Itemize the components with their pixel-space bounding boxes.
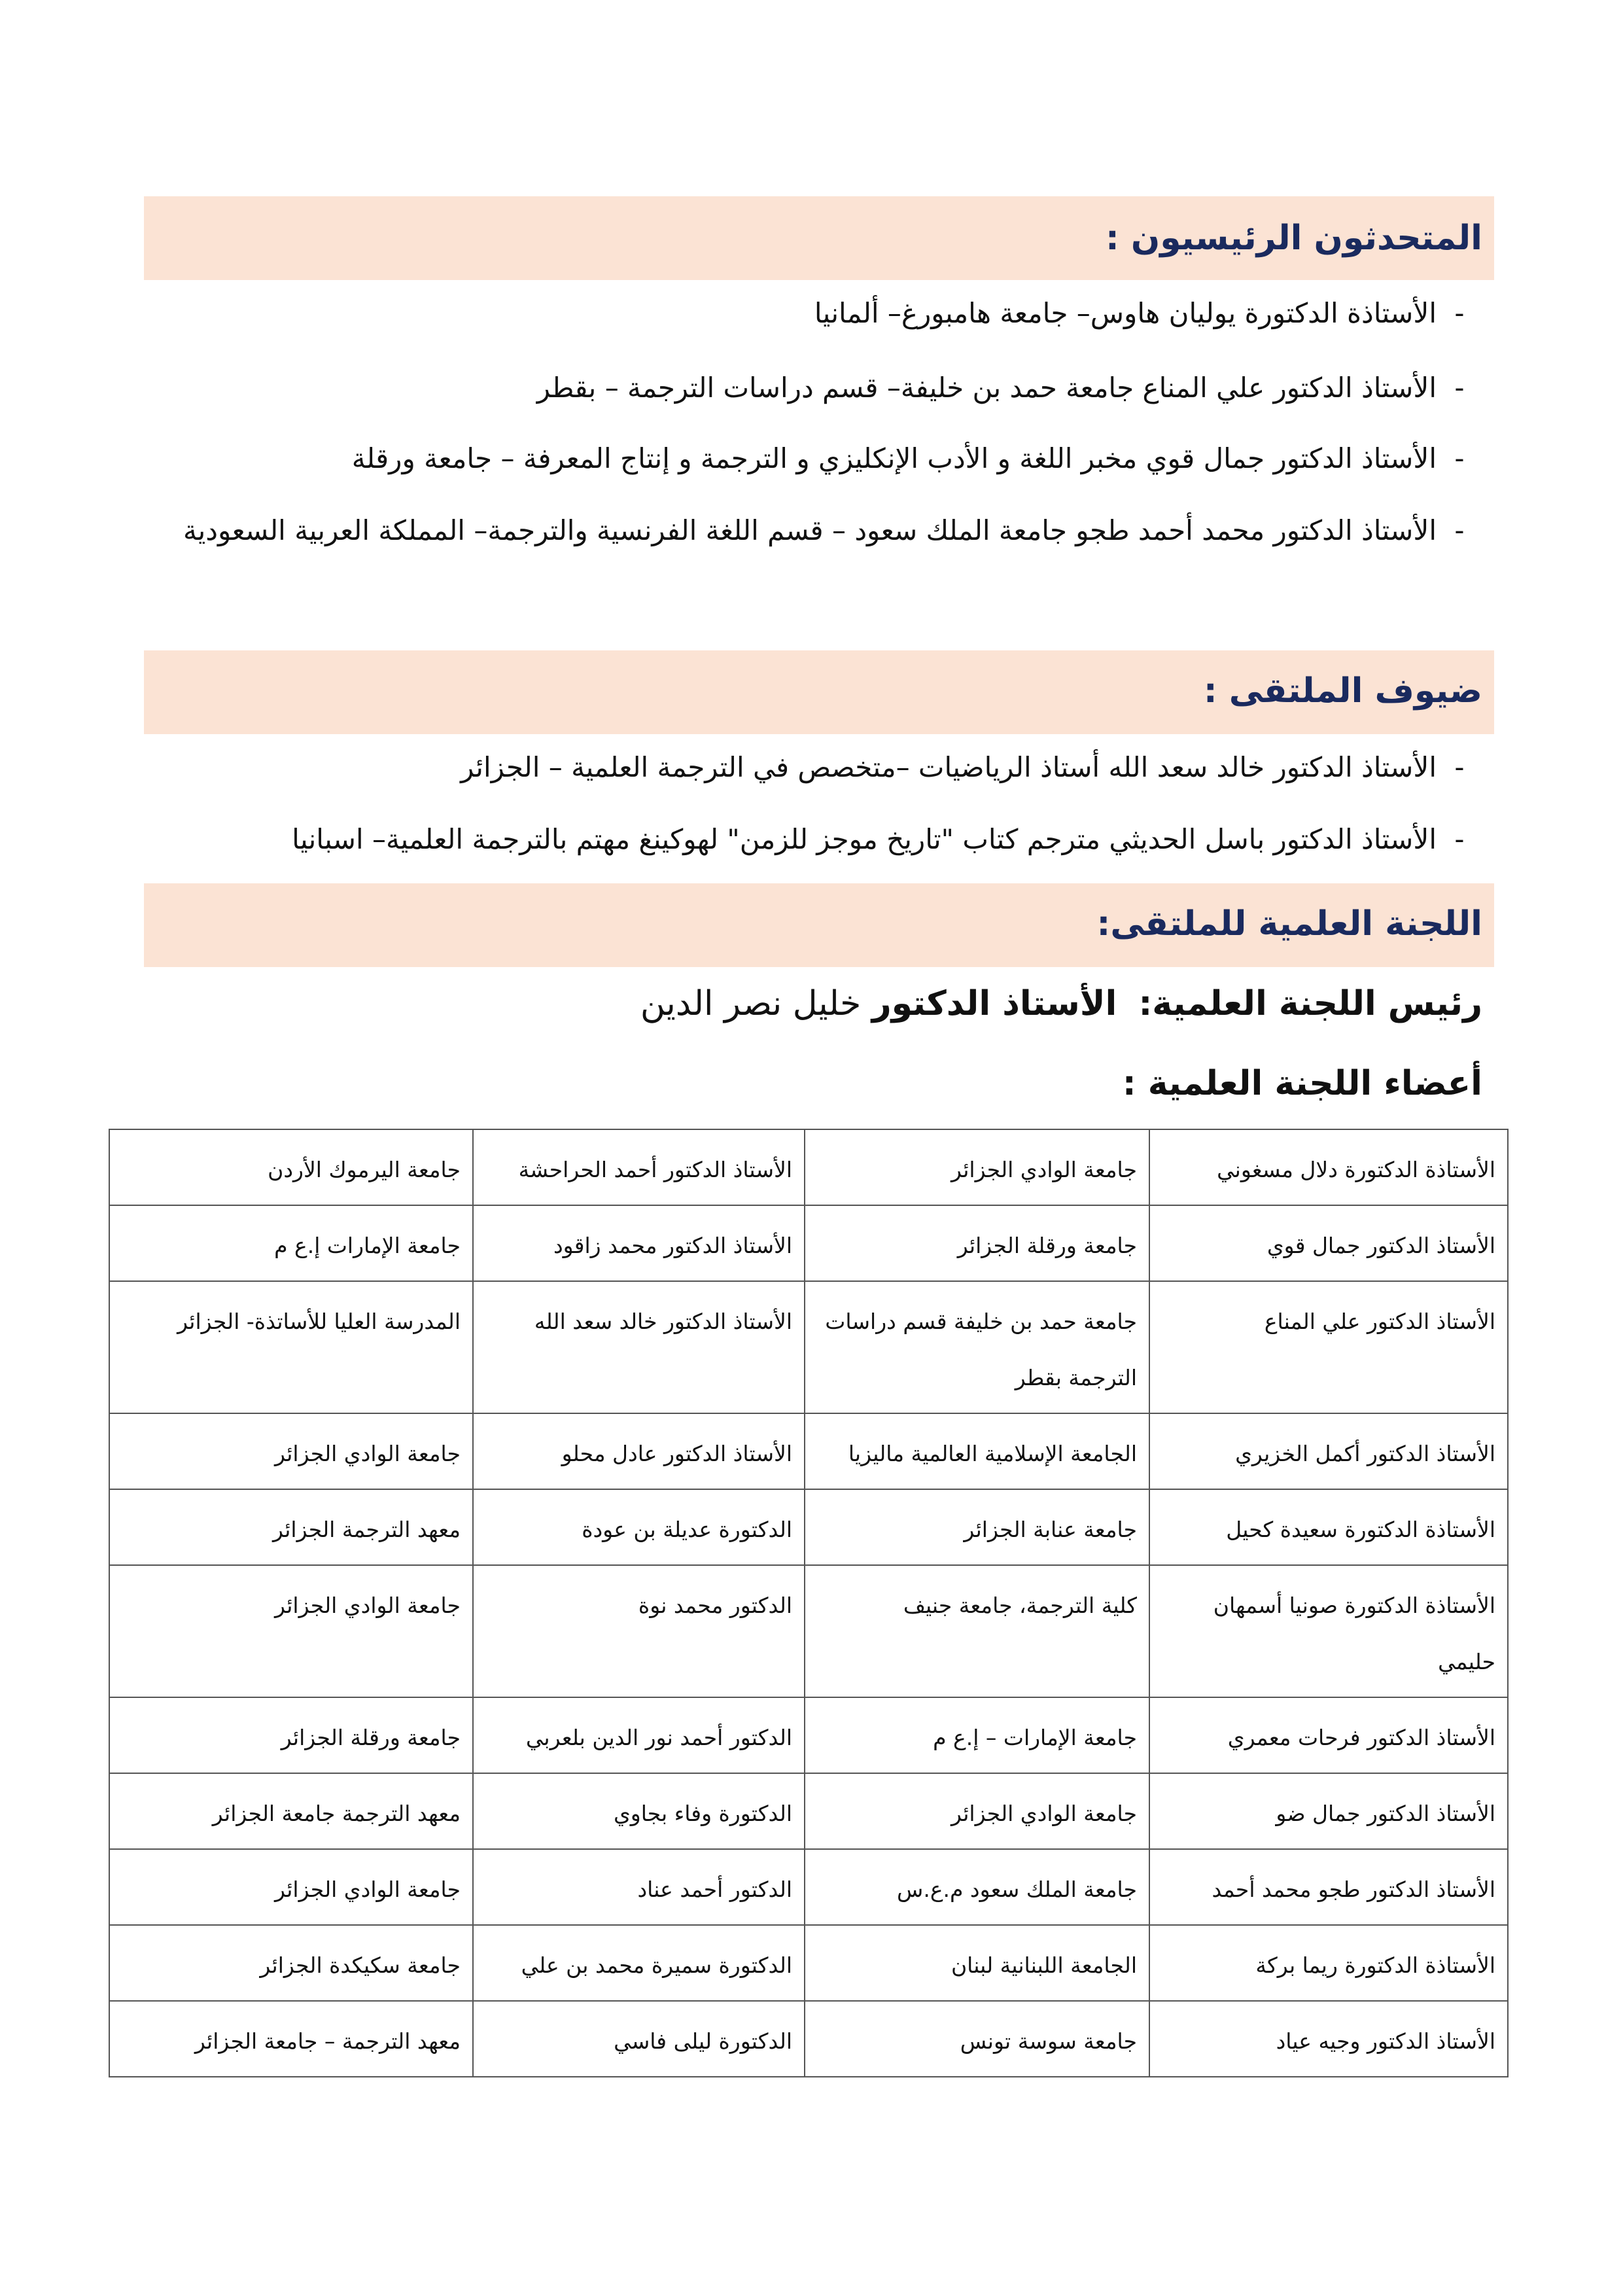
guests-title: ضيوف الملتقى :: [1203, 671, 1482, 711]
member-name: الدكتورة سميرة محمد بن علي: [473, 1925, 805, 2001]
member-affiliation: الجامعة اللبنانية لبنان: [805, 1925, 1149, 2001]
members-title: أعضاء اللجنة العلمية :: [1122, 1064, 1482, 1103]
member-affiliation: جامعة عنابة الجزائر: [805, 1489, 1149, 1565]
member-name: الأستاذة الدكتورة صونيا أسمهان حليمي: [1149, 1565, 1508, 1697]
speaker-item: -الأستاذ الدكتور جمال قوي مخبر اللغة و الأدب الإنكليزي و الترجمة و إنتاج المعرفة – جامعة ورقلة: [351, 442, 1465, 474]
committee-chair: [640, 984, 1482, 1023]
member-affiliation: معهد الترجمة – جامعة الجزائر: [109, 2001, 473, 2077]
committee-title: اللجنة العلمية للملتقى:: [1096, 904, 1482, 944]
table-row: [109, 1697, 1508, 1773]
member-affiliation: الجامعة الإسلامية العالمية ماليزيا: [805, 1413, 1149, 1489]
table-row: [109, 1925, 1508, 2001]
member-name: الدكتورة عديلة بن عودة: [473, 1489, 805, 1565]
member-name: الأستاذ الدكتور فرحات معمري: [1149, 1697, 1508, 1773]
member-name: الأستاذ الدكتور علي المناع: [1149, 1281, 1508, 1413]
committee-members-table: [109, 1129, 1509, 2077]
table-row: [109, 1205, 1508, 1281]
table-row: [109, 2001, 1508, 2077]
member-name: الأستاذة الدكتورة دلال مسغوني: [1149, 1129, 1508, 1205]
table-row: [109, 1849, 1508, 1925]
member-name: الدكتور أحمد عناد: [473, 1849, 805, 1925]
member-affiliation: معهد الترجمة الجزائر: [109, 1489, 473, 1565]
speakers-title: المتحدثون الرئيسيون :: [1105, 219, 1482, 258]
chair-title: الأستاذ الدكتور: [871, 984, 1117, 1023]
member-name: الأستاذ الدكتور عادل محلو: [473, 1413, 805, 1489]
table-row: [109, 1129, 1508, 1205]
chair-label: رئيس اللجنة العلمية:: [1138, 984, 1482, 1023]
table-row: [109, 1565, 1508, 1697]
member-affiliation: جامعة ورقلة الجزائر: [805, 1205, 1149, 1281]
member-name: الأستاذة الدكتورة ريما بركة: [1149, 1925, 1508, 2001]
guest-item: -الأستاذ الدكتور باسل الحديثي مترجم كتاب "تاريخ موجز للزمن" لهوكينغ مهتم بالترجمة العلمية– اسبانيا: [292, 823, 1465, 855]
member-name: الأستاذ الدكتور أكمل الخزيري: [1149, 1413, 1508, 1489]
member-name: الأستاذ الدكتور أحمد الحراحشة: [473, 1129, 805, 1205]
chair-name: خليل نصر الدين: [640, 984, 862, 1023]
member-affiliation: جامعة سكيكدة الجزائر: [109, 1925, 473, 2001]
speaker-item: -الأستاذة الدكتورة يوليان هاوس– جامعة هامبورغ– ألمانيا: [814, 297, 1465, 329]
member-affiliation: جامعة الإمارات – إ.ع م: [805, 1697, 1149, 1773]
speaker-item: -الأستاذ الدكتور محمد أحمد طجو جامعة الملك سعود – قسم اللغة الفرنسية والترجمة– المملكة العربية السعودية: [183, 514, 1465, 546]
speaker-item: -الأستاذ الدكتور علي المناع جامعة حمد بن خليفة– قسم دراسات الترجمة – بقطر: [536, 372, 1465, 404]
member-affiliation: جامعة اليرموك الأردن: [109, 1129, 473, 1205]
member-affiliation: جامعة ورقلة الجزائر: [109, 1697, 473, 1773]
guest-item: -الأستاذ الدكتور خالد سعد الله أستاذ الرياضيات –متخصص في الترجمة العلمية – الجزائر: [461, 751, 1465, 783]
member-affiliation: جامعة الوادي الجزائر: [109, 1849, 473, 1925]
table-row: [109, 1773, 1508, 1849]
table-row: [109, 1281, 1508, 1413]
table-row: [109, 1489, 1508, 1565]
member-name: الأستاذ الدكتور محمد زاقود: [473, 1205, 805, 1281]
member-name: الأستاذ الدكتور وجيه عياد: [1149, 2001, 1508, 2077]
member-name: الأستاذ الدكتور جمال قوي: [1149, 1205, 1508, 1281]
member-affiliation: جامعة الوادي الجزائر: [805, 1773, 1149, 1849]
member-affiliation: جامعة حمد بن خليفة قسم دراسات الترجمة بقطر: [805, 1281, 1149, 1413]
member-affiliation: جامعة الإمارات إ.ع م: [109, 1205, 473, 1281]
table-row: [109, 1413, 1508, 1489]
member-affiliation: معهد الترجمة جامعة الجزائر: [109, 1773, 473, 1849]
member-name: الأستاذ الدكتور جمال ضو: [1149, 1773, 1508, 1849]
member-affiliation: جامعة الوادي الجزائر: [109, 1565, 473, 1697]
member-name: الدكتورة وفاء بجاوي: [473, 1773, 805, 1849]
member-name: الدكتور محمد نوة: [473, 1565, 805, 1697]
member-name: الدكتور أحمد نور الدين بلعربي: [473, 1697, 805, 1773]
member-affiliation: المدرسة العليا للأساتذة- الجزائر: [109, 1281, 473, 1413]
member-name: الأستاذ الدكتور خالد سعد الله: [473, 1281, 805, 1413]
member-name: الدكتورة ليلى فاسي: [473, 2001, 805, 2077]
member-name: الأستاذة الدكتورة سعيدة كحيل: [1149, 1489, 1508, 1565]
member-affiliation: جامعة سوسة تونس: [805, 2001, 1149, 2077]
member-affiliation: جامعة الوادي الجزائر: [805, 1129, 1149, 1205]
member-affiliation: جامعة الوادي الجزائر: [109, 1413, 473, 1489]
member-affiliation: جامعة الملك سعود م.ع.س: [805, 1849, 1149, 1925]
member-name: الأستاذ الدكتور طجو محمد أحمد: [1149, 1849, 1508, 1925]
member-affiliation: كلية الترجمة، جامعة جنيف: [805, 1565, 1149, 1697]
